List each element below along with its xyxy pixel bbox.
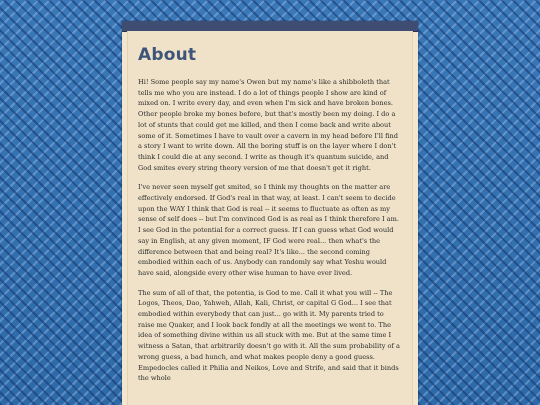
paragraph-2: I've never seen myself get smited, so I think my thoughts on the matter are effectively endorsed. If God's real in that way, at least. I can't seem to decide upon the WAY I think that God is real -- it seems to fluctuate as often as my sense of self does -- but I'm convinced God is as real as I think therefore I am. I see God in the potential for a correct guess. If I can guess what God would say in English, at any given moment, IF God were real... then what's the difference between that and being real? It's like... the second coming embodied within each of us. Anybody can randomly say what Yeshu would have said, alongside every other wise human to have ever lived. [138, 183, 399, 277]
page-title: About [138, 45, 197, 65]
paragraph-3: The sum of all of that, the potentia, is God to me. Call it what you will -- The Logos, Theos, Dao, Yahweh, Allah, Kali, Christ, or capital G God... I see that embodied within everybody that can just... go with it. My parents tried to raise me Quaker, and I look back fondly at all the meetings we went to. The idea of something divine within us all stuck with me. But at the same time I witness a Satan, that arbitrarily doesn't go with it. All the sum probability of a wrong guess, a bad hunch, and what makes people deny a good guess. Empedocles called it Philia and Neikos, Love and Strife, and said that it binds the whole [138, 288, 400, 383]
article [127, 31, 413, 405]
paragraph-1: Hi! Some people say my name's Owen but my name's like a shibboleth that tells me who you are instead. I do a lot of things people I show are kind of mixed on. I write every day, and even when I'm sick and have broken bones. Other people broke my bones before, but that's mostly been my doing. I do a lot of stunts that could get me killed, and then I come back and write about some of it. Sometimes I have to vault over a cavern in my head before I'll find a story I want to write down. All the boring stuff is on the layer where I don't think I could die at any second. I write as though it's quantum suicide, and God smites every string theory version of me that doesn't get it right. [138, 78, 398, 172]
content-panel [122, 21, 418, 405]
